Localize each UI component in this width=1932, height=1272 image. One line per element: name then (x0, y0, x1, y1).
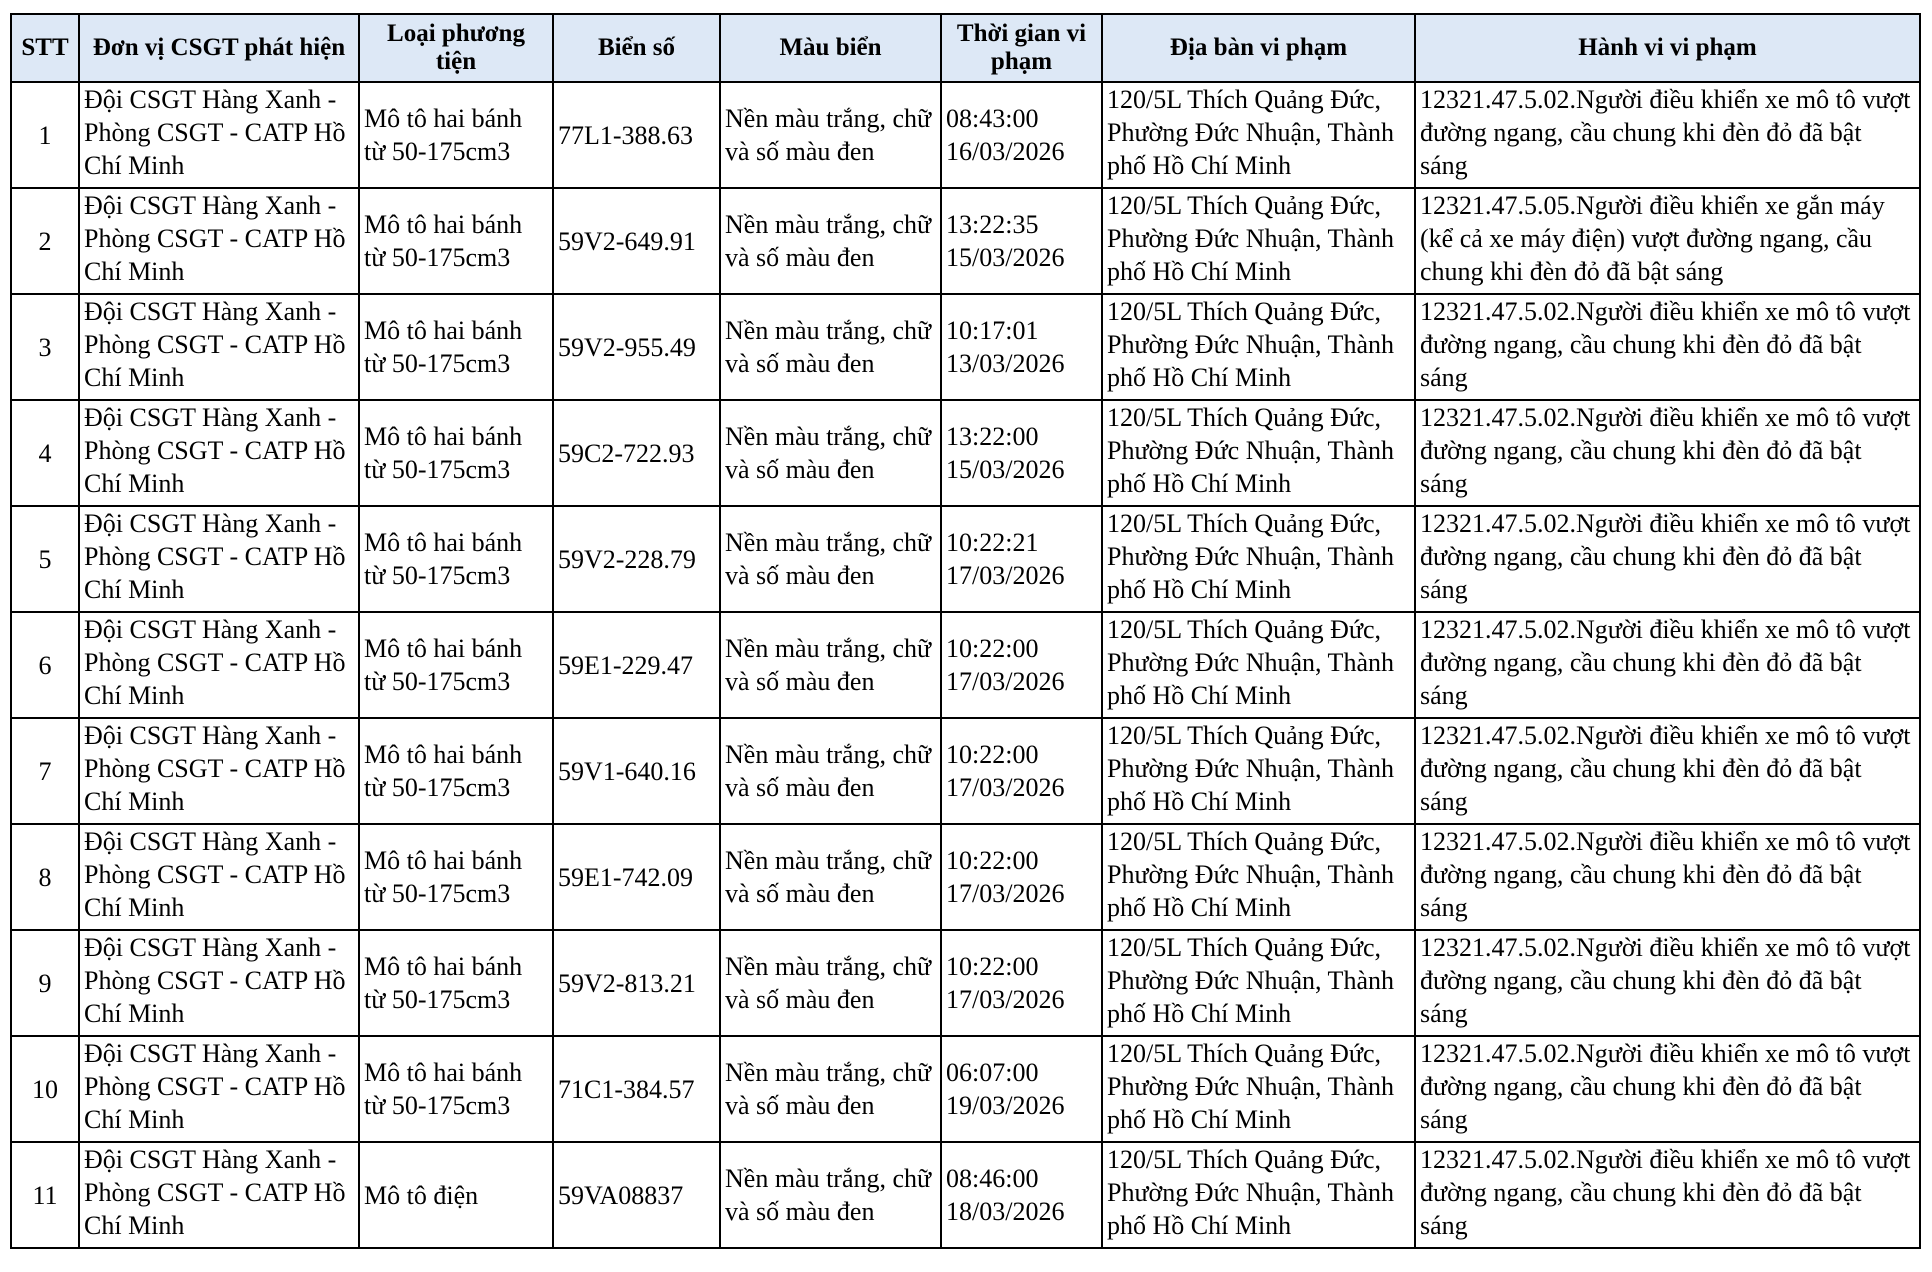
cell-violation: 12321.47.5.02.Người điều khiển xe mô tô vượt đường ngang, cầu chung khi đèn đỏ đã bật sáng (1415, 294, 1920, 400)
cell-time (941, 930, 1102, 1036)
cell-plate: 77L1-388.63 (553, 82, 720, 188)
violation-date: 18/03/2026 (946, 1197, 1065, 1226)
cell-violation: 12321.47.5.02.Người điều khiển xe mô tô vượt đường ngang, cầu chung khi đèn đỏ đã bật sáng (1415, 612, 1920, 718)
cell-location: 120/5L Thích Quảng Đức, Phường Đức Nhuận, Thành phố Hồ Chí Minh (1102, 824, 1415, 930)
violation-date: 16/03/2026 (946, 137, 1065, 166)
cell-unit: Đội CSGT Hàng Xanh - Phòng CSGT - CATP Hồ Chí Minh (79, 188, 359, 294)
cell-unit: Đội CSGT Hàng Xanh - Phòng CSGT - CATP Hồ Chí Minh (79, 1142, 359, 1248)
cell-time (941, 612, 1102, 718)
violation-date: 17/03/2026 (946, 879, 1065, 908)
cell-unit: Đội CSGT Hàng Xanh - Phòng CSGT - CATP Hồ Chí Minh (79, 294, 359, 400)
cell-plate-color: Nền màu trắng, chữ và số màu đen (720, 506, 941, 612)
cell-vehicle-type: Mô tô hai bánh từ 50-175cm3 (359, 506, 553, 612)
cell-unit: Đội CSGT Hàng Xanh - Phòng CSGT - CATP Hồ Chí Minh (79, 824, 359, 930)
violation-date: 19/03/2026 (946, 1091, 1065, 1120)
table-row (11, 718, 1920, 824)
violation-time: 13:22:00 (946, 422, 1039, 451)
cell-stt: 11 (11, 1142, 79, 1248)
cell-vehicle-type: Mô tô hai bánh từ 50-175cm3 (359, 1036, 553, 1142)
cell-plate-color: Nền màu trắng, chữ và số màu đen (720, 824, 941, 930)
table-body (11, 82, 1920, 1248)
violation-time: 06:07:00 (946, 1058, 1039, 1087)
violation-date: 17/03/2026 (946, 561, 1065, 590)
violation-date: 15/03/2026 (946, 455, 1065, 484)
violation-date: 15/03/2026 (946, 243, 1065, 272)
cell-plate: 59V2-813.21 (553, 930, 720, 1036)
cell-unit: Đội CSGT Hàng Xanh - Phòng CSGT - CATP Hồ Chí Minh (79, 718, 359, 824)
cell-location: 120/5L Thích Quảng Đức, Phường Đức Nhuận, Thành phố Hồ Chí Minh (1102, 930, 1415, 1036)
header-row (11, 14, 1920, 82)
violation-time: 13:22:35 (946, 210, 1039, 239)
violation-time: 10:22:00 (946, 634, 1039, 663)
cell-violation: 12321.47.5.02.Người điều khiển xe mô tô vượt đường ngang, cầu chung khi đèn đỏ đã bật sáng (1415, 930, 1920, 1036)
header-vehicle-type: Loại phương tiện (359, 14, 553, 82)
header-time: Thời gian vi phạm (941, 14, 1102, 82)
cell-location: 120/5L Thích Quảng Đức, Phường Đức Nhuận, Thành phố Hồ Chí Minh (1102, 1142, 1415, 1248)
cell-vehicle-type: Mô tô hai bánh từ 50-175cm3 (359, 82, 553, 188)
cell-plate-color: Nền màu trắng, chữ và số màu đen (720, 400, 941, 506)
table-row (11, 294, 1920, 400)
table-row (11, 188, 1920, 294)
header-stt: STT (11, 14, 79, 82)
violation-date: 17/03/2026 (946, 985, 1065, 1014)
violation-time: 10:22:00 (946, 952, 1039, 981)
cell-unit: Đội CSGT Hàng Xanh - Phòng CSGT - CATP Hồ Chí Minh (79, 400, 359, 506)
violation-time: 10:22:21 (946, 528, 1039, 557)
cell-unit: Đội CSGT Hàng Xanh - Phòng CSGT - CATP Hồ Chí Minh (79, 612, 359, 718)
table-row (11, 82, 1920, 188)
cell-plate: 59V2-228.79 (553, 506, 720, 612)
cell-plate: 59V2-649.91 (553, 188, 720, 294)
cell-plate: 59V1-640.16 (553, 718, 720, 824)
table-row (11, 400, 1920, 506)
cell-unit: Đội CSGT Hàng Xanh - Phòng CSGT - CATP Hồ Chí Minh (79, 506, 359, 612)
cell-vehicle-type: Mô tô hai bánh từ 50-175cm3 (359, 824, 553, 930)
violation-date: 17/03/2026 (946, 667, 1065, 696)
violation-time: 10:22:00 (946, 846, 1039, 875)
cell-stt: 2 (11, 188, 79, 294)
cell-stt: 3 (11, 294, 79, 400)
cell-time (941, 506, 1102, 612)
cell-location: 120/5L Thích Quảng Đức, Phường Đức Nhuận, Thành phố Hồ Chí Minh (1102, 612, 1415, 718)
cell-violation: 12321.47.5.02.Người điều khiển xe mô tô vượt đường ngang, cầu chung khi đèn đỏ đã bật sáng (1415, 824, 1920, 930)
header-violation: Hành vi vi phạm (1415, 14, 1920, 82)
cell-stt: 5 (11, 506, 79, 612)
cell-plate-color: Nền màu trắng, chữ và số màu đen (720, 1142, 941, 1248)
cell-location: 120/5L Thích Quảng Đức, Phường Đức Nhuận, Thành phố Hồ Chí Minh (1102, 400, 1415, 506)
cell-plate: 59C2-722.93 (553, 400, 720, 506)
table-row (11, 1036, 1920, 1142)
cell-vehicle-type: Mô tô hai bánh từ 50-175cm3 (359, 612, 553, 718)
cell-stt: 4 (11, 400, 79, 506)
violation-time: 10:17:01 (946, 316, 1039, 345)
cell-stt: 1 (11, 82, 79, 188)
cell-unit: Đội CSGT Hàng Xanh - Phòng CSGT - CATP Hồ Chí Minh (79, 82, 359, 188)
violation-time: 10:22:00 (946, 740, 1039, 769)
cell-time (941, 1036, 1102, 1142)
cell-plate-color: Nền màu trắng, chữ và số màu đen (720, 188, 941, 294)
cell-vehicle-type: Mô tô hai bánh từ 50-175cm3 (359, 930, 553, 1036)
table-row (11, 506, 1920, 612)
cell-vehicle-type: Mô tô hai bánh từ 50-175cm3 (359, 400, 553, 506)
header-unit: Đơn vị CSGT phát hiện (79, 14, 359, 82)
cell-vehicle-type: Mô tô hai bánh từ 50-175cm3 (359, 718, 553, 824)
cell-plate-color: Nền màu trắng, chữ và số màu đen (720, 930, 941, 1036)
cell-violation: 12321.47.5.02.Người điều khiển xe mô tô vượt đường ngang, cầu chung khi đèn đỏ đã bật sáng (1415, 506, 1920, 612)
table-row (11, 824, 1920, 930)
cell-location: 120/5L Thích Quảng Đức, Phường Đức Nhuận, Thành phố Hồ Chí Minh (1102, 506, 1415, 612)
cell-plate: 59E1-229.47 (553, 612, 720, 718)
violation-time: 08:43:00 (946, 104, 1039, 133)
cell-time (941, 294, 1102, 400)
violation-date: 17/03/2026 (946, 773, 1065, 802)
cell-plate: 59E1-742.09 (553, 824, 720, 930)
cell-violation: 12321.47.5.02.Người điều khiển xe mô tô vượt đường ngang, cầu chung khi đèn đỏ đã bật sáng (1415, 400, 1920, 506)
cell-plate: 59V2-955.49 (553, 294, 720, 400)
cell-location: 120/5L Thích Quảng Đức, Phường Đức Nhuận, Thành phố Hồ Chí Minh (1102, 1036, 1415, 1142)
cell-stt: 6 (11, 612, 79, 718)
cell-location: 120/5L Thích Quảng Đức, Phường Đức Nhuận, Thành phố Hồ Chí Minh (1102, 82, 1415, 188)
cell-violation: 12321.47.5.05.Người điều khiển xe gắn máy (kể cả xe máy điện) vượt đường ngang, cầu chung khi đèn đỏ đã bật sáng (1415, 188, 1920, 294)
cell-vehicle-type: Mô tô hai bánh từ 50-175cm3 (359, 188, 553, 294)
cell-stt: 7 (11, 718, 79, 824)
cell-plate-color: Nền màu trắng, chữ và số màu đen (720, 718, 941, 824)
violations-table (10, 13, 1921, 1249)
table-header (11, 14, 1920, 82)
cell-unit: Đội CSGT Hàng Xanh - Phòng CSGT - CATP Hồ Chí Minh (79, 1036, 359, 1142)
table-row (11, 612, 1920, 718)
cell-time (941, 1142, 1102, 1248)
cell-plate: 59VA08837 (553, 1142, 720, 1248)
violations-table-container (10, 13, 1921, 1249)
cell-stt: 9 (11, 930, 79, 1036)
violation-date: 13/03/2026 (946, 349, 1065, 378)
cell-time (941, 82, 1102, 188)
cell-time (941, 400, 1102, 506)
cell-plate: 71C1-384.57 (553, 1036, 720, 1142)
cell-plate-color: Nền màu trắng, chữ và số màu đen (720, 294, 941, 400)
cell-location: 120/5L Thích Quảng Đức, Phường Đức Nhuận, Thành phố Hồ Chí Minh (1102, 188, 1415, 294)
table-row (11, 1142, 1920, 1248)
cell-time (941, 824, 1102, 930)
cell-time (941, 188, 1102, 294)
header-location: Địa bàn vi phạm (1102, 14, 1415, 82)
cell-violation: 12321.47.5.02.Người điều khiển xe mô tô vượt đường ngang, cầu chung khi đèn đỏ đã bật sáng (1415, 718, 1920, 824)
violation-time: 08:46:00 (946, 1164, 1039, 1193)
cell-unit: Đội CSGT Hàng Xanh - Phòng CSGT - CATP Hồ Chí Minh (79, 930, 359, 1036)
cell-violation: 12321.47.5.02.Người điều khiển xe mô tô vượt đường ngang, cầu chung khi đèn đỏ đã bật sáng (1415, 82, 1920, 188)
cell-vehicle-type: Mô tô hai bánh từ 50-175cm3 (359, 294, 553, 400)
cell-plate-color: Nền màu trắng, chữ và số màu đen (720, 82, 941, 188)
cell-vehicle-type: Mô tô điện (359, 1142, 553, 1248)
cell-stt: 10 (11, 1036, 79, 1142)
cell-violation: 12321.47.5.02.Người điều khiển xe mô tô vượt đường ngang, cầu chung khi đèn đỏ đã bật sáng (1415, 1036, 1920, 1142)
cell-violation: 12321.47.5.02.Người điều khiển xe mô tô vượt đường ngang, cầu chung khi đèn đỏ đã bật sáng (1415, 1142, 1920, 1248)
header-plate: Biển số (553, 14, 720, 82)
cell-location: 120/5L Thích Quảng Đức, Phường Đức Nhuận, Thành phố Hồ Chí Minh (1102, 718, 1415, 824)
cell-stt: 8 (11, 824, 79, 930)
cell-location: 120/5L Thích Quảng Đức, Phường Đức Nhuận, Thành phố Hồ Chí Minh (1102, 294, 1415, 400)
cell-time (941, 718, 1102, 824)
cell-plate-color: Nền màu trắng, chữ và số màu đen (720, 1036, 941, 1142)
header-plate-color: Màu biển (720, 14, 941, 82)
cell-plate-color: Nền màu trắng, chữ và số màu đen (720, 612, 941, 718)
table-row (11, 930, 1920, 1036)
